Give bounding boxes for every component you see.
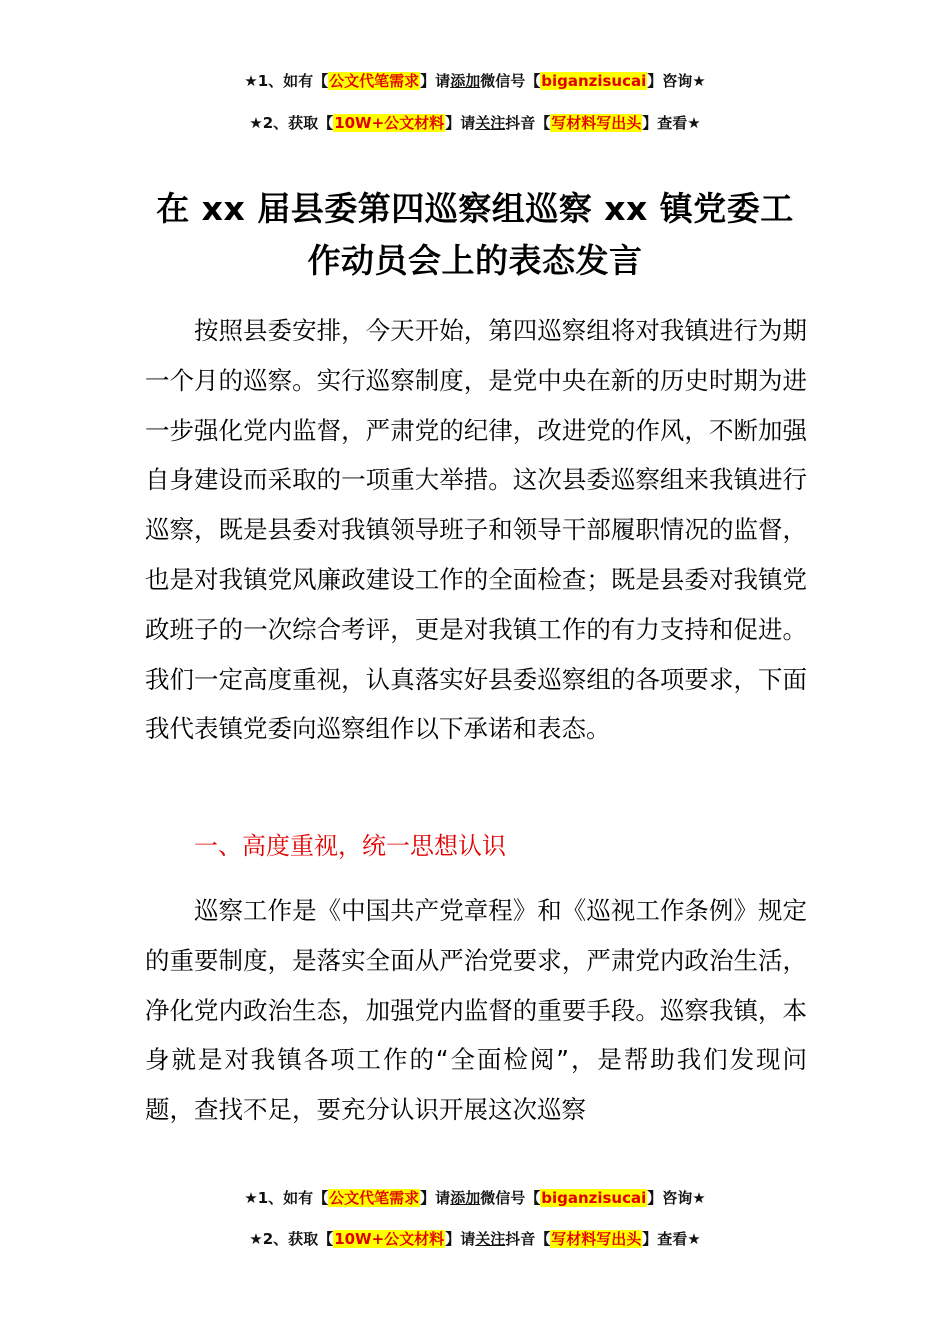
section-heading-1: 一、高度重视，统一思想认识 <box>194 832 506 860</box>
promo-highlight: 写材料写出头 <box>551 114 642 132</box>
title-line-1: 在 xx 届县委第四巡察组巡察 xx 镇党委工 <box>156 189 794 228</box>
promo-underline: 关注 <box>475 1230 506 1248</box>
promo-text: 】查看★ <box>642 114 701 132</box>
promo-top-line-2 <box>0 112 950 133</box>
promo-text: ★1、如有【 <box>244 72 329 90</box>
promo-highlight: 10W+公文材料 <box>334 114 445 132</box>
promo-underline: 关注 <box>475 114 506 132</box>
title-line-2: 作动员会上的表态发言 <box>307 241 643 280</box>
promo-text: 】请 <box>445 114 476 132</box>
document-title <box>0 183 950 287</box>
promo-text: ★2、获取【 <box>249 1230 334 1248</box>
promo-highlight: 写材料写出头 <box>551 1230 642 1248</box>
promo-text: 抖音【 <box>505 1230 551 1248</box>
promo-text: 】咨询★ <box>647 1189 706 1207</box>
promo-underline: 添加 <box>450 72 481 90</box>
promo-bottom-line-1 <box>0 1187 950 1208</box>
promo-text: 】请 <box>420 72 451 90</box>
promo-text: 抖音【 <box>505 114 551 132</box>
promo-bottom-line-2 <box>0 1228 950 1249</box>
promo-text: 微信号【 <box>480 72 541 90</box>
promo-text: 】查看★ <box>642 1230 701 1248</box>
promo-text: 】咨询★ <box>647 72 706 90</box>
promo-highlight: biganzisucai <box>541 72 647 90</box>
promo-text: ★1、如有【 <box>244 1189 329 1207</box>
paragraph-intro: 按照县委安排，今天开始，第四巡察组将对我镇进行为期一个月的巡察。实行巡察制度，是党中央在新的历史时期为进一步强化党内监督，严肃党的纪律，改进党的作风，不断加强自身建设而采取的一项重大举措。这次县委巡察组来我镇进行巡察，既是县委对我镇领导班子和领导干部履职情况的监督，也是对我镇党风廉政建设工作的全面检查；既是县委对我镇党政班子的一次综合考评，更是对我镇工作的有力支持和促进。我们一定高度重视，认真落实好县委巡察组的各项要求，下面我代表镇党委向巡察组作以下承诺和表态。 <box>145 316 807 744</box>
promo-highlight: 公文代笔需求 <box>329 72 420 90</box>
promo-text: 】请 <box>420 1189 451 1207</box>
promo-top-line-1 <box>0 70 950 91</box>
promo-text: 微信号【 <box>480 1189 541 1207</box>
promo-highlight: 10W+公文材料 <box>334 1230 445 1248</box>
paragraph-section-1: 巡察工作是《中国共产党章程》和《巡视工作条例》规定的重要制度，是落实全面从严治党要求，严肃党内政治生活，净化党内政治生态，加强党内监督的重要手段。巡察我镇，本身就是对我镇各项工作的“全面检阅”，是帮助我们发现问题，查找不足，要充分认识开展这次巡察 <box>145 896 807 1125</box>
promo-underline: 添加 <box>450 1189 481 1207</box>
promo-text: 】请 <box>445 1230 476 1248</box>
promo-text: ★2、获取【 <box>249 114 334 132</box>
promo-highlight: 公文代笔需求 <box>329 1189 420 1207</box>
promo-highlight: biganzisucai <box>541 1189 647 1207</box>
